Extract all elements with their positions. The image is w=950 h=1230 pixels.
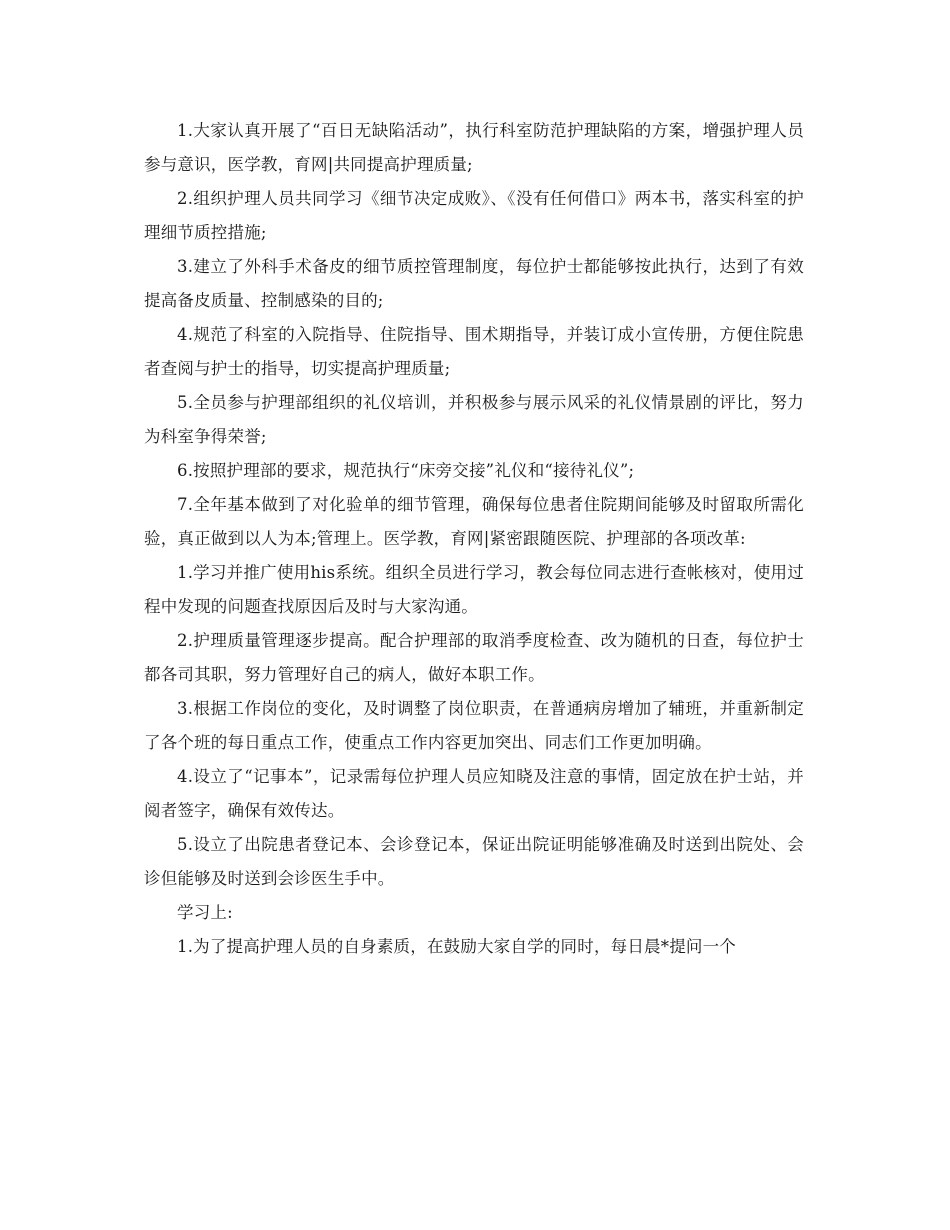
paragraph: 7.全年基本做到了对化验单的细节管理，确保每位患者住院期间能够及时留取所需化验，真正做到以人为本;管理上。医学教，育网|紧密跟随医院、护理部的各项改革: [144, 495, 804, 548]
paragraph: 4.规范了科室的入院指导、住院指导、围术期指导，并装订成小宣传册，方便住院患者查阅与护士的指导，切实提高护理质量; [144, 325, 804, 378]
paragraph: 1.大家认真开展了“百日无缺陷活动”，执行科室防范护理缺陷的方案，增强护理人员参与意识，医学教，育网|共同提高护理质量; [144, 121, 804, 174]
paragraph: 1.为了提高护理人员的自身素质，在鼓励大家自学的同时，每日晨*提问一个 [177, 937, 736, 956]
paragraph: 2.护理质量管理逐步提高。配合护理部的取消季度检查、改为随机的日查，每位护士都各司其职，努力管理好自己的病人，做好本职工作。 [144, 631, 804, 684]
paragraph: 5.设立了出院患者登记本、会诊登记本，保证出院证明能够准确及时送到出院处、会诊但能够及时送到会诊医生手中。 [144, 835, 804, 888]
section-heading: 学习上: [177, 903, 233, 922]
paragraph: 3.建立了外科手术备皮的细节质控管理制度，每位护士都能够按此执行，达到了有效提高备皮质量、控制感染的目的; [144, 257, 804, 310]
paragraph: 1.学习并推广使用his系统。组织全员进行学习，教会每位同志进行查帐核对，使用过程中发现的问题查找原因后及时与大家沟通。 [144, 563, 804, 616]
document-body [144, 114, 804, 964]
paragraph: 2.组织护理人员共同学习《细节决定成败》、《没有任何借口》两本书，落实科室的护理细节质控措施; [144, 189, 804, 242]
paragraph: 6.按照护理部的要求，规范执行“床旁交接”礼仪和“接待礼仪”; [177, 461, 635, 480]
paragraph: 3.根据工作岗位的变化，及时调整了岗位职责，在普通病房增加了辅班，并重新制定了各个班的每日重点工作，使重点工作内容更加突出、同志们工作更加明确。 [144, 699, 804, 752]
paragraph: 4.设立了“记事本”，记录需每位护理人员应知晓及注意的事情，固定放在护士站，并阅者签字，确保有效传达。 [144, 767, 804, 820]
paragraph: 5.全员参与护理部组织的礼仪培训，并积极参与展示风采的礼仪情景剧的评比，努力为科室争得荣誉; [144, 393, 804, 446]
